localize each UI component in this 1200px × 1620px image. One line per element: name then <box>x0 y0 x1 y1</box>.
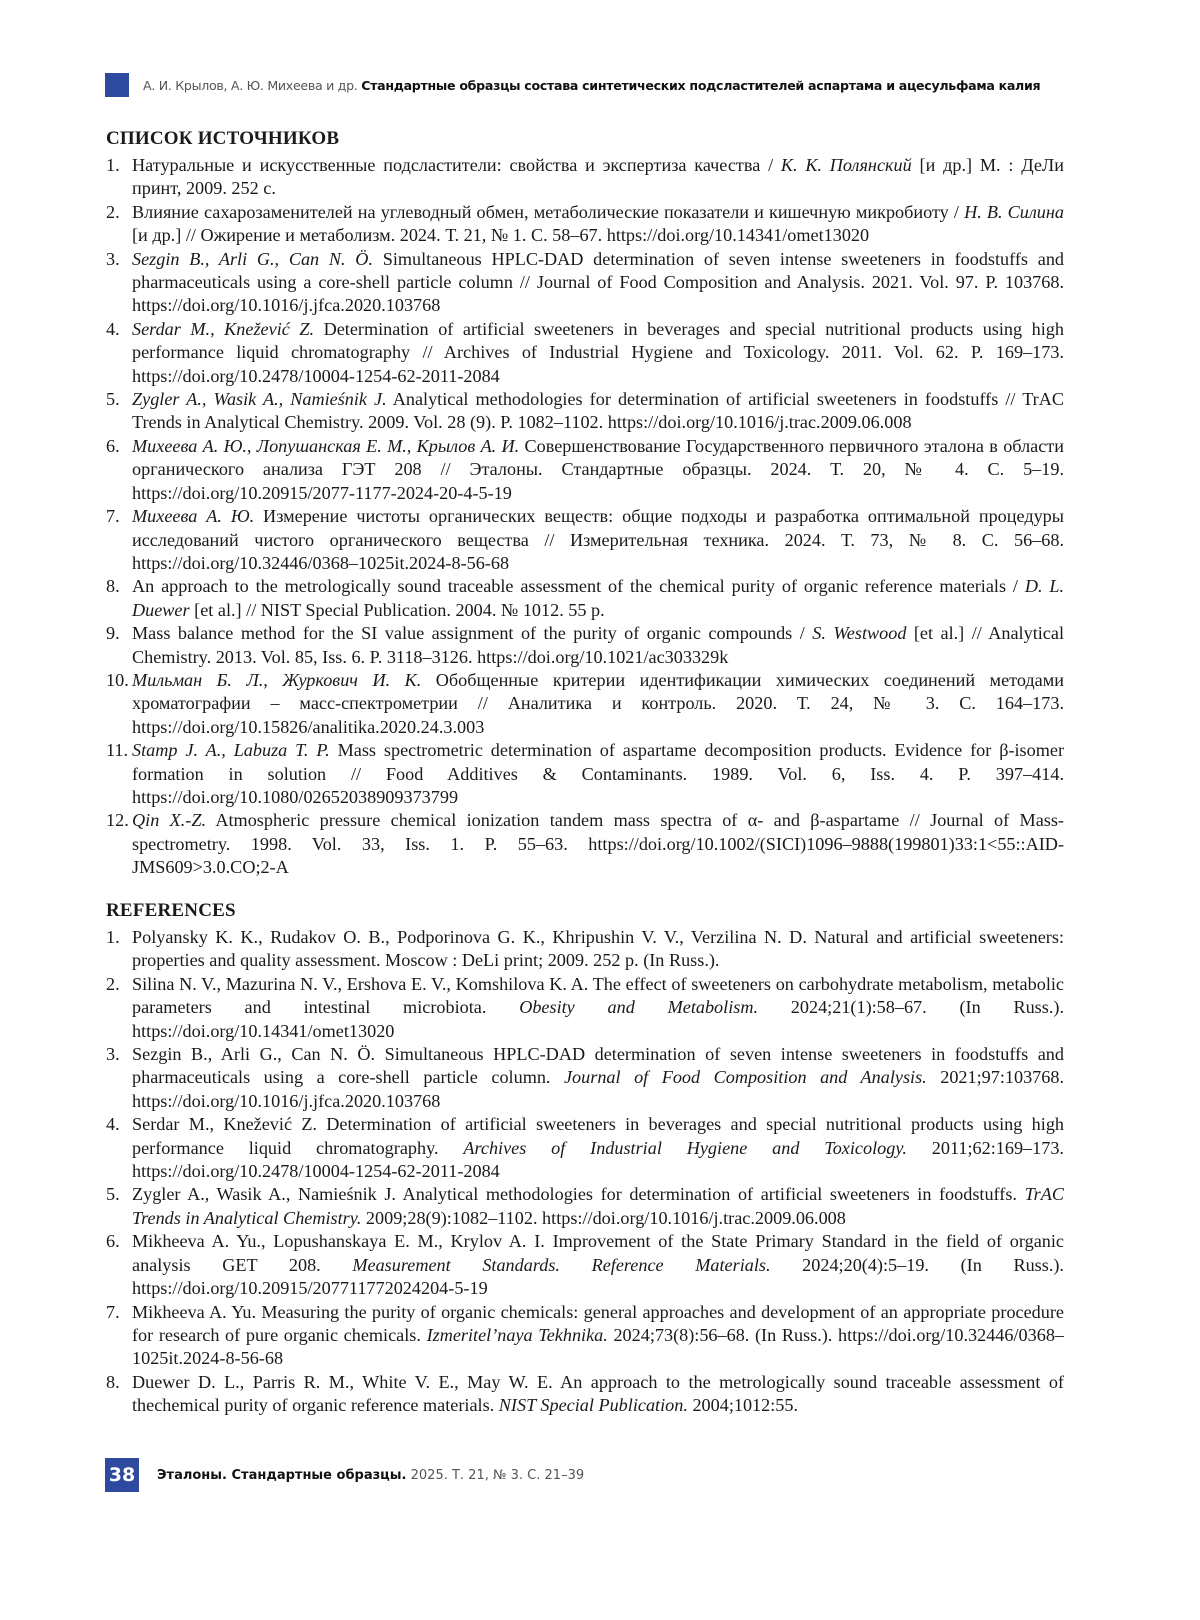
header-authors: А. И. Крылов, А. Ю. Михеева и др. <box>143 77 362 93</box>
reference-text: 2011;62:169–173. https://doi.org/10.2478/10004-1254-62-2011-2084 <box>132 1137 1064 1182</box>
reference-number: 7. <box>106 506 120 527</box>
journal-citation <box>157 1468 584 1483</box>
reference-number: 12. <box>106 810 129 831</box>
references-heading: REFERENCES <box>106 900 236 921</box>
reference-number: 8. <box>106 1371 120 1392</box>
reference-italic: К. К. Полянский <box>780 155 912 175</box>
reference-number: 10. <box>106 669 129 690</box>
reference-number: 11. <box>106 740 129 761</box>
reference-text: Sezgin B., Arli G., Can N. Ö. Simultaneous HPLC-DAD determination of seven intense sweeteners in foodstuffs and pharmaceuticals using a core-shell particle column. <box>132 1044 1064 1088</box>
reference-italic: Izmeritel’naya Tekhnika. <box>426 1324 608 1345</box>
reference-item <box>106 435 1064 505</box>
reference-item <box>106 1371 1064 1418</box>
reference-italic: Obesity and Metabolism. <box>519 997 759 1018</box>
reference-text: Mass spectrometric determination of aspartame decomposition products. Evidence for β-isomer formation in solution // Food Additives & Contaminants. 1989. Vol. 6, Iss. 4. P. 397–414. https://doi.org/10.1080/02652038909373799 <box>132 740 1064 807</box>
reference-item <box>106 1043 1064 1113</box>
reference-item <box>106 318 1064 388</box>
header-marker <box>105 73 129 97</box>
header-title: Стандартные образцы состава синтетических подсластителей аспартама и ацесульфама калия <box>361 77 1041 93</box>
reference-number: 3. <box>106 248 120 269</box>
reference-item <box>106 926 1064 973</box>
reference-italic: Михеева А. Ю., Лопушанская Е. М., Крылов А. И. <box>132 435 520 456</box>
reference-number: 5. <box>106 389 120 410</box>
reference-italic: Journal of Food Composition and Analysis. <box>563 1067 927 1088</box>
reference-number: 3. <box>106 1044 120 1065</box>
reference-text: Analytical methodologies for determination of artificial sweeteners in foodstuffs // TrAC Trends in Analytical Chemistry. 2009. Vol. 28 (9). P. 1082–1102. https://doi.org/10.1016/j.trac.2009.06.008 <box>132 389 1064 433</box>
reference-italic: NIST Special Publication. <box>498 1395 688 1416</box>
reference-italic: Мильман Б. Л., Журкович И. К. <box>132 669 422 690</box>
reference-item <box>106 388 1064 435</box>
reference-text: Совершенствование Государственного первичного эталона в области органического анализа ГЭТ 208 // Эталоны. Стандартные образцы. 2024. Т. 20, № 4. С. 5–19. https://doi.org/10.20915/2077-1177-2024-20-4-5-19 <box>132 435 1064 503</box>
reference-number: 2. <box>106 201 120 222</box>
reference-text: 2024;20(4):5–19. (In Russ.). https://doi.org/10.20915/207711772024204-5-19 <box>132 1254 1064 1299</box>
references-section <box>106 900 1064 1418</box>
reference-item <box>106 1230 1064 1300</box>
page-number: 38 <box>105 1458 139 1492</box>
reference-item <box>106 1183 1064 1230</box>
reference-number: 6. <box>106 435 120 456</box>
running-header <box>105 73 1040 97</box>
reference-text: 2021;97:103768. https://doi.org/10.1016/j.jfca.2020.103768 <box>132 1067 1064 1111</box>
reference-text: Натуральные и искусственные подсластители: свойства и экспертиза качества / <box>132 155 781 175</box>
reference-italic: Михеева А. Ю. <box>132 506 255 527</box>
reference-number: 7. <box>106 1301 120 1322</box>
reference-text: Zygler A., Wasik A., Namieśnik J. Analytical methodologies for determination of artificial sweeteners in foodstuffs. <box>132 1184 1025 1205</box>
reference-text: Silina N. V., Mazurina N. V., Ershova E. V., Komshilova K. A. The effect of sweeteners on carbohydrate metabolism, metabolic parameters and intestinal microbiota. <box>132 973 1064 1018</box>
reference-item <box>106 154 1064 201</box>
reference-italic: TrAC Trends in Analytical Chemistry. <box>132 1184 1064 1228</box>
reference-italic: D. L. Duewer <box>132 576 1065 620</box>
reference-text: 2024;21(1):58–67. (In Russ.). https://doi.org/10.14341/omet13020 <box>132 997 1064 1041</box>
reference-italic: Archives of Industrial Hygiene and Toxicology. <box>463 1137 907 1158</box>
reference-italic: Qin X.-Z. <box>132 810 207 831</box>
reference-item <box>106 505 1064 575</box>
reference-number: 4. <box>106 1114 120 1135</box>
references-list <box>106 926 1064 1418</box>
reference-number: 1. <box>106 155 120 175</box>
reference-text: [и др.] // Ожирение и метаболизм. 2024. Т. 21, № 1. С. 58–67. https://doi.org/10.14341/omet13020 <box>132 225 870 246</box>
reference-text: An approach to the metrologically sound traceable assessment of the chemical purity of organic reference materials / <box>132 576 1025 597</box>
reference-text: Mass balance method for the SI value assignment of the purity of organic compounds / <box>132 623 813 644</box>
reference-text: Determination of artificial sweeteners in beverages and special nutritional products using high performance liquid chromatography // Archives of Industrial Hygiene and Toxicology. 2011. Vol. 62. P. 169–173. https://doi.org/10.2478/10004-1254-62-2011-2084 <box>132 318 1064 386</box>
reference-item <box>106 1113 1064 1183</box>
sources-heading: СПИСОК ИСТОЧНИКОВ <box>106 128 340 149</box>
sources-list <box>106 154 1064 880</box>
reference-item <box>106 248 1064 318</box>
reference-text: [et al.] // Analytical Chemistry. 2013. Vol. 85, Iss. 6. P. 3118–3126. https://doi.org/10.1021/ac303329k <box>132 623 1065 667</box>
reference-number: 8. <box>106 576 120 597</box>
reference-text: 2024;73(8):56–68. (In Russ.). https://doi.org/10.32446/0368–1025it.2024-8-56-68 <box>132 1324 1065 1369</box>
reference-italic: Measurement Standards. Reference Materials. <box>352 1254 771 1275</box>
reference-item <box>106 1301 1064 1371</box>
reference-text: Serdar M., Knežević Z. Determination of artificial sweeteners in beverages and special nutritional products using high performance liquid chromatography. <box>132 1114 1064 1158</box>
reference-item <box>106 739 1064 809</box>
header-text <box>143 78 1040 93</box>
reference-italic: Stamp J. A., Labuza T. P. <box>132 740 330 761</box>
reference-number: 9. <box>106 623 120 644</box>
reference-italic: Sezgin B., Arli G., Can N. Ö. <box>132 248 373 269</box>
reference-text: Atmospheric pressure chemical ionization tandem mass spectra of α- and β-aspartame // Journal of Mass-spectrometry. 1998. Vol. 33, Iss. 1. P. 55–63. https://doi.org/10.1002/(SICI)1096–9888(199801)33:1<55::AID-JMS609>3.0.CO;2-A <box>132 810 1064 878</box>
reference-item <box>106 622 1064 669</box>
reference-text: Mikheeva A. Yu., Lopushanskaya E. M., Krylov A. I. Improvement of the State Primary Standard in the field of organic analysis GET 208. <box>132 1231 1064 1275</box>
reference-italic: Serdar M., Knežević Z. <box>132 318 315 339</box>
reference-text: 2004;1012:55. <box>687 1395 799 1416</box>
reference-item <box>106 973 1064 1043</box>
reference-text: Duewer D. L., Parris R. M., White V. E., May W. E. An approach to the metrologically sound traceable assessment of thechemical purity of organic reference materials. <box>132 1371 1064 1416</box>
reference-text: [и др.] М. : ДеЛи принт, 2009. 252 с. <box>132 155 1064 199</box>
journal-issue: 2025. Т. 21, № 3. С. 21–39 <box>406 1467 585 1483</box>
page-footer <box>105 1458 584 1492</box>
reference-text: Обобщенные критерии идентификации химических соединений методами хроматографии – масс-спектрометрии // Аналитика и контроль. 2020. Т. 24, № 3. С. 164–173. https://doi.org/10.15826/analitika.2020.24.3.003 <box>132 669 1064 737</box>
reference-text: Polyansky K. K., Rudakov O. B., Podporinova G. K., Khripushin V. V., Verzilina N. D. Natural and artificial sweeteners: properties and quality assessment. Moscow : DeLi print; 2009. 252 p. (In Russ.). <box>132 927 1064 971</box>
reference-text: Измерение чистоты органических веществ: общие подходы и разработка оптимальной процедуры исследований чистого органического вещества // Измерительная техника. 2024. Т. 73, № 8. С. 56–68. https://doi.org/10.32446/0368–1025it.2024-8-56-68 <box>132 506 1064 573</box>
reference-italic: Zygler A., Wasik A., Namieśnik J. <box>132 389 387 410</box>
reference-number: 5. <box>106 1184 120 1205</box>
reference-number: 6. <box>106 1231 120 1252</box>
sources-section <box>106 128 1064 880</box>
journal-name: Эталоны. Стандартные образцы. <box>157 1467 407 1483</box>
reference-text: Влияние сахарозаменителей на углеводный обмен, метаболические показатели и кишечную микробиоту / <box>132 201 965 222</box>
reference-number: 1. <box>106 927 120 947</box>
reference-text: 2009;28(9):1082–1102. https://doi.org/10.1016/j.trac.2009.06.008 <box>361 1207 846 1228</box>
reference-text: Mikheeva A. Yu. Measuring the purity of organic chemicals: general approaches and development of an appropriate procedure for research of pure organic chemicals. <box>132 1301 1064 1345</box>
reference-italic: Н. В. Силина <box>964 201 1064 222</box>
reference-text: Simultaneous HPLC-DAD determination of seven intense sweeteners in foodstuffs and pharmaceuticals using a core-shell particle column // Journal of Food Composition and Analysis. 2021. Vol. 97. P. 103768. https://doi.org/10.1016/j.jfca.2020.103768 <box>132 248 1065 316</box>
reference-item <box>106 809 1064 879</box>
reference-item <box>106 201 1064 248</box>
reference-italic: S. Westwood <box>812 623 907 644</box>
reference-text: [et al.] // NIST Special Publication. 2004. № 1012. 55 p. <box>189 599 605 620</box>
reference-number: 4. <box>106 318 120 339</box>
reference-number: 2. <box>106 973 120 994</box>
reference-item <box>106 669 1064 739</box>
reference-item <box>106 575 1064 622</box>
